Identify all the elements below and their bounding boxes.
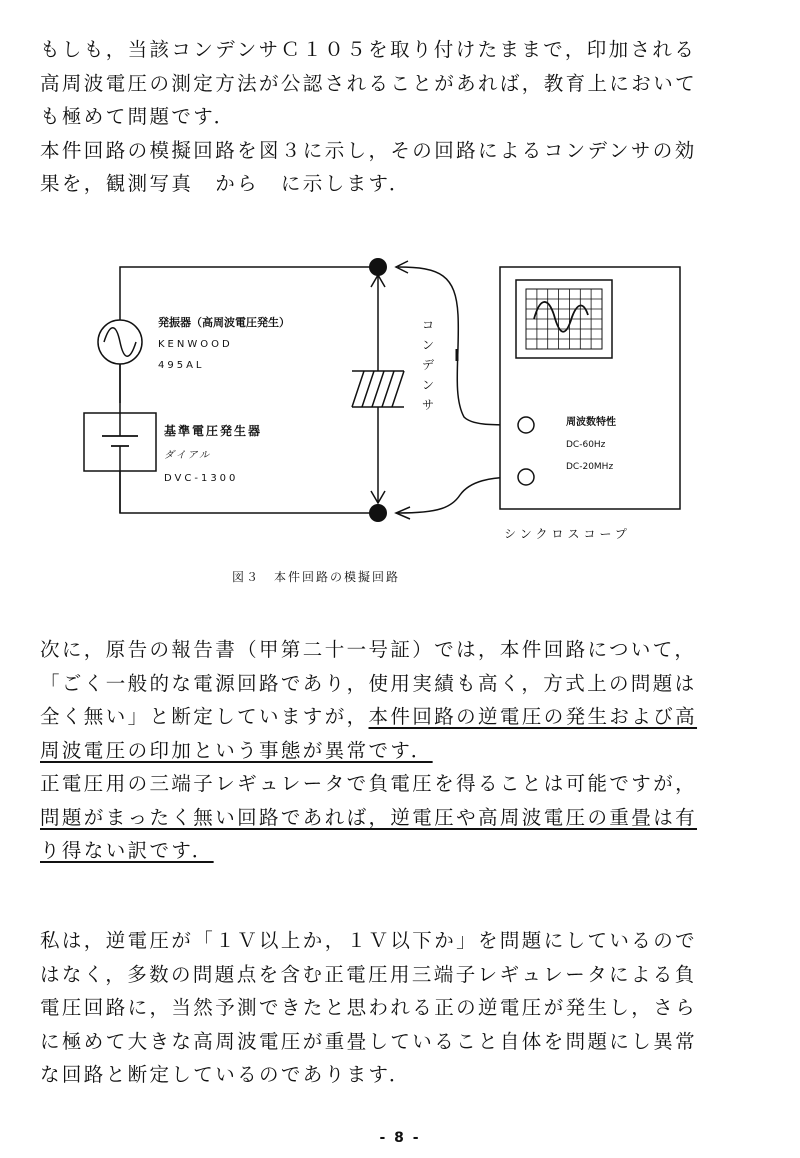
paragraph-1 <box>40 33 770 201</box>
node-top <box>369 258 387 276</box>
capacitor-label-char: コ <box>422 318 435 332</box>
text-line: 高周波電圧の測定方法が公認されることがあれば，教育上において <box>40 71 698 95</box>
paragraph-3 <box>40 924 770 1092</box>
reference-label: 基準電圧発生器 <box>164 424 263 438</box>
paragraph-2 <box>40 633 770 868</box>
reference-model: DVC-1300 <box>164 473 239 484</box>
text-line: 次に，原告の報告書（甲第二十一号証）では，本件回路について， <box>40 638 697 661</box>
text-line: 「ごく一般的な電源回路であり，使用実績も高く，方式上の問題は <box>40 671 697 695</box>
scope-label: シンクロスコープ <box>504 527 631 541</box>
wire-top <box>120 267 378 403</box>
scope-spec-1: DC-60Hz <box>566 440 606 450</box>
text-line: 正電圧用の三端子レギュレータで負電圧を得ることは可能ですが， <box>40 772 698 795</box>
text-line <box>40 801 770 835</box>
text-line: はなく，多数の問題点を含む正電圧用三端子レギュレータによる負 <box>40 962 697 986</box>
scope-input-2 <box>518 469 534 485</box>
text-span: 全く無い」と断定していますが， <box>40 705 369 728</box>
reference-maker: ダイアル <box>164 450 212 461</box>
oscillator-model: 495AL <box>158 360 205 371</box>
text-line: 本件回路の模擬回路を図３に示し，その回路によるコンデンサの効 <box>40 138 697 162</box>
underlined-text: 本件回路の逆電圧の発生および高 <box>368 705 698 728</box>
page-number: - 8 - <box>379 1130 421 1146</box>
text-line: 電圧回路に，当然予測できたと思われる正の逆電圧が発生し，さら <box>40 996 698 1019</box>
text-line: 私は，逆電圧が「１Ｖ以上か，１Ｖ以下か」を問題にしているので <box>40 929 698 952</box>
text-line <box>40 734 770 768</box>
text-line: もしも，当該コンデンサＣ１０５を取り付けたままで，印加される <box>40 38 697 61</box>
underlined-text: 周波電圧の印加という事態が異常です． <box>40 738 433 762</box>
oscillator-maker: KENWOOD <box>158 339 233 350</box>
text-line <box>40 700 770 734</box>
oscillator-label: 発振器（高周波電圧発生） <box>158 316 290 329</box>
text-line: に極めて大きな高周波電圧が重畳していること自体を問題にし異常 <box>40 1029 698 1053</box>
underlined-text: 問題がまったく無い回路であれば，逆電圧や高周波電圧の重畳は有 <box>40 805 698 829</box>
text-line: な回路と断定しているのであります． <box>40 1063 411 1086</box>
wire-bottom <box>120 457 378 513</box>
text-line: 果を，観測写真 から に示します． <box>40 172 411 195</box>
scope-spec-2: DC-20MHz <box>566 462 614 472</box>
figure-caption: 図３ 本件回路の模擬回路 <box>232 570 401 584</box>
scope-input-1 <box>518 417 534 433</box>
circuit-diagram <box>80 245 720 595</box>
scope-spec-title: 周波数特性 <box>566 417 616 428</box>
text-line: も極めて問題です． <box>40 105 236 128</box>
capacitor-label <box>422 318 434 412</box>
underlined-text: り得ない訳です． <box>40 839 214 862</box>
capacitor-label-char: ン <box>422 338 435 352</box>
node-bottom <box>369 504 387 522</box>
capacitor-label-char: デ <box>422 358 435 372</box>
capacitor-label-char: サ <box>422 398 435 412</box>
capacitor-label-char: ン <box>422 378 435 392</box>
text-line <box>40 834 770 868</box>
